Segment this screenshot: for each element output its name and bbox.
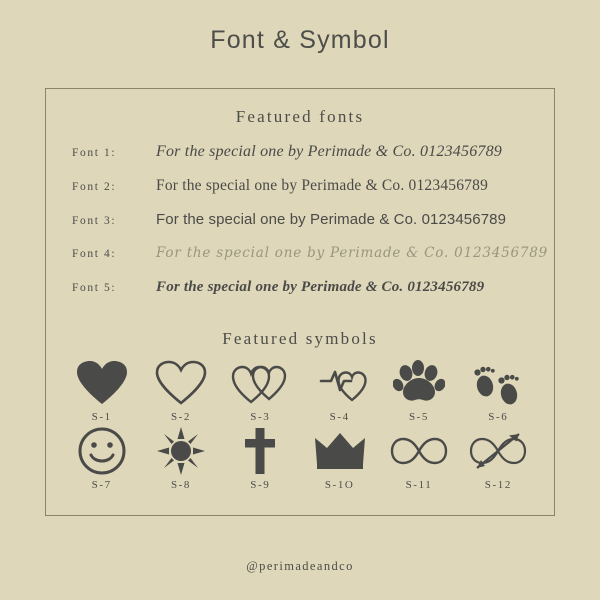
symbol-code: S-4 <box>329 411 350 423</box>
font-row-label: Font 3: <box>72 215 117 227</box>
font-row-label: Font 2: <box>72 181 117 193</box>
font-row-sample: For the special one by Perimade & Co. 0123456789 <box>156 279 485 295</box>
symbol-cell <box>459 359 538 423</box>
symbol-code: S-1 <box>91 411 112 423</box>
paw-print-icon <box>393 359 445 407</box>
heart-outline-icon <box>155 359 207 407</box>
cross-icon <box>240 427 280 475</box>
symbol-cell <box>459 427 538 491</box>
heart-filled-icon <box>76 359 128 407</box>
font-list <box>46 143 554 313</box>
symbol-cell <box>221 427 300 491</box>
symbol-cell <box>141 359 220 423</box>
font-row-label: Font 1: <box>72 147 117 159</box>
infinity-icon <box>390 427 448 475</box>
font-row-sample: For the special one by Perimade & Co. 0123456789 <box>156 177 489 194</box>
symbol-code: S-3 <box>250 411 271 423</box>
smiley-face-icon <box>78 427 126 475</box>
font-row <box>72 143 528 177</box>
page-title: Font & Symbol <box>210 26 390 54</box>
content-panel <box>45 88 555 516</box>
font-row-label: Font 4: <box>72 248 117 260</box>
symbol-code: S-8 <box>170 479 192 491</box>
featured-symbols-heading: Featured symbols <box>222 329 378 348</box>
double-heart-icon <box>231 359 289 407</box>
font-row <box>72 279 528 313</box>
symbol-code: S-12 <box>484 479 512 491</box>
symbol-code: S-11 <box>405 479 433 491</box>
social-handle: @perimadeandco <box>246 559 354 573</box>
crown-icon <box>313 427 367 475</box>
symbol-grid <box>46 359 554 491</box>
symbol-cell <box>379 359 458 423</box>
symbol-code: S-9 <box>250 479 271 491</box>
symbol-code: S-5 <box>408 411 430 423</box>
symbol-code: S-6 <box>488 411 509 423</box>
font-row-sample: For the special one by Perimade & Co. 0123456789 <box>156 143 502 160</box>
baby-feet-icon <box>472 359 524 407</box>
symbol-cell <box>62 359 141 423</box>
symbol-cell <box>62 427 141 491</box>
symbol-cell <box>141 427 220 491</box>
featured-fonts-heading: Featured fonts <box>235 107 365 126</box>
font-row-sample: For the special one by Perimade & Co. 0123456789 <box>156 245 549 261</box>
font-row-sample: For the special one by Perimade & Co. 0123456789 <box>156 211 507 228</box>
heartbeat-heart-icon <box>311 359 369 407</box>
symbol-cell <box>300 427 379 491</box>
font-row <box>72 245 549 279</box>
symbol-cell <box>300 359 379 423</box>
symbol-code: S-7 <box>91 479 112 491</box>
infinity-arrow-icon <box>469 427 527 475</box>
sun-icon <box>157 427 205 475</box>
symbol-code: S-1O <box>324 479 355 491</box>
symbol-code: S-2 <box>170 411 192 423</box>
symbol-cell <box>379 427 458 491</box>
font-row <box>72 177 528 211</box>
symbol-cell <box>221 359 300 423</box>
font-row-label: Font 5: <box>72 282 117 294</box>
font-row <box>72 211 528 245</box>
